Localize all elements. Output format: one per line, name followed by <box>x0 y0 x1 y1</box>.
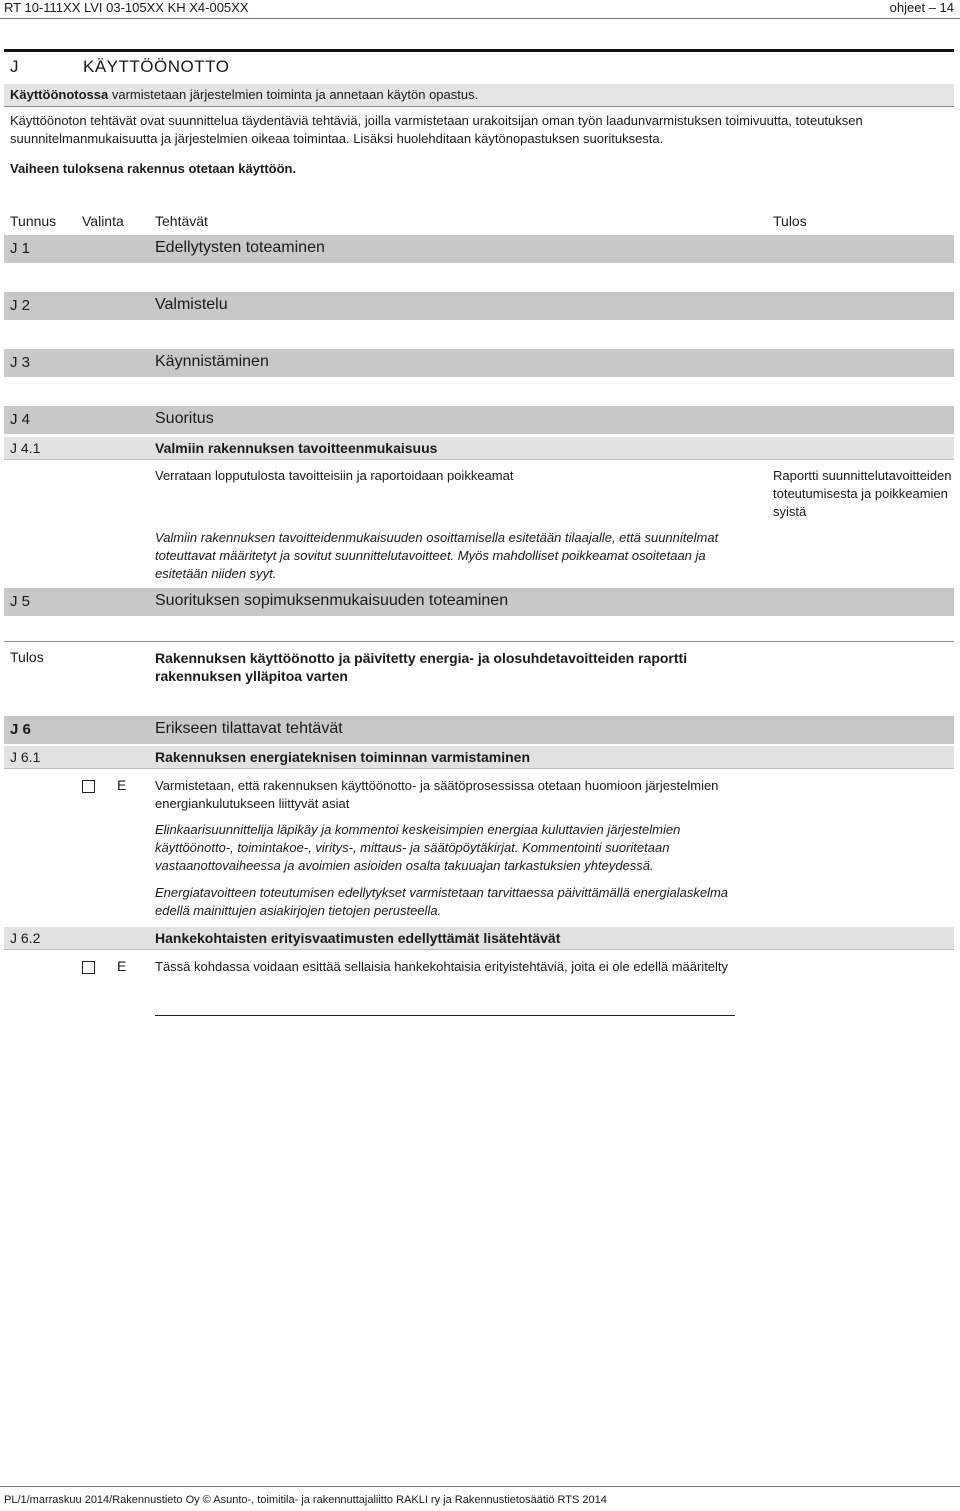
tulos-text: Rakennuksen käyttöönotto ja päivitetty energia- ja olosuhdetavoitteiden raportti rakennuksen ylläpitoa varten <box>155 650 688 684</box>
section-code: J <box>10 57 19 76</box>
note1-j61: Elinkaarisuunnittelija läpikäy ja kommentoi keskeisimpien energiaa kuluttavien järjestelmien käyttöönotto-, toimintakoe-, viritys-, mittaus- ja säätöpöytäkirjat. Kommentointi suoritetaan vastaanottovaiheessa ja avoimien asioiden osalta takuuajan tarkastuksien yhteydessä. <box>155 822 681 873</box>
row-title-j4: Suoritus <box>155 410 214 427</box>
task-text-j41: Verrataan lopputulosta tavoitteisiin ja raportoidaan poikkeamat <box>155 468 514 483</box>
result-text-j41: Raportti suunnittelutavoitteiden toteutumisesta ja poikkeamien syistä <box>773 468 952 519</box>
row-title-j1: Edellytysten toteaminen <box>155 239 325 256</box>
row-code-j5: J 5 <box>10 593 31 610</box>
row-divider-j41 <box>4 459 954 460</box>
row-title-j41: Valmiin rakennuksen tavoitteenmukaisuus <box>155 440 438 456</box>
row-title-j2: Valmistelu <box>155 296 228 313</box>
row-code-j2: J 2 <box>10 297 31 314</box>
row-bar-j4 <box>4 406 954 434</box>
note-j41: Valmiin rakennuksen tavoitteidenmukaisuuden osoittamisella esitetään tilaajalle, että suunnitelmat toteuttavat määritetyt ja sovitut suunnittelutavoitteet. Myös mahdolliset poikkeamat osoitetaan ja esitetään niiden syyt. <box>155 530 719 581</box>
row-bar-j1 <box>4 235 954 263</box>
row-code-j6: J 6 <box>10 721 31 738</box>
column-tasks: Tehtävät <box>155 213 208 229</box>
row-title-j62: Hankekohtaisten erityisvaatimusten edellyttämät lisätehtävät <box>155 930 561 946</box>
column-selection: Valinta <box>82 213 124 229</box>
checkbox-j62[interactable] <box>82 961 95 974</box>
row-bar-j6 <box>4 716 954 744</box>
intro-divider <box>4 106 954 107</box>
row-title-j3: Käynnistäminen <box>155 353 269 370</box>
page-footer: PL/1/marraskuu 2014/Rakennustieto Oy © Asunto-, toimitila- ja rakennuttajaliitto RAKLI ry ja Rakennustietosäätiö RTS 2014 <box>4 1494 607 1506</box>
row-bar-j2 <box>4 292 954 320</box>
row-code-j62: J 6.2 <box>10 930 41 946</box>
row-title-j6: Erikseen tilattavat tehtävät <box>155 720 343 737</box>
page-number: ohjeet – 14 <box>889 0 954 15</box>
row-bar-j3 <box>4 349 954 377</box>
section-result-sentence: Vaiheen tuloksena rakennus otetaan käyttöön. <box>10 161 297 176</box>
row-code-j41: J 4.1 <box>10 440 41 456</box>
row-code-j61: J 6.1 <box>10 749 41 765</box>
row-code-j4: J 4 <box>10 411 31 428</box>
document-codes: RT 10-111XX LVI 03-105XX KH X4-005XX <box>4 0 249 15</box>
note2-j61: Energiatavoitteen toteutumisen edellytykset varmistetaan tarvittaessa päivittämällä energialaskelma edellä mainittujen asiakirjojen tietojen perusteella. <box>155 885 729 918</box>
fill-in-line[interactable] <box>155 1015 735 1016</box>
row-bar-j41 <box>4 437 954 459</box>
row-code-j3: J 3 <box>10 354 31 371</box>
intro-bold: Käyttöönotossa <box>10 87 109 102</box>
section-paragraph: Käyttöönoton tehtävät ovat suunnittelua täydentäviä tehtäviä, joilla varmistetaan urakoitsijan oman työn laadunvarmistuksen toimivuutta, toteutuksen suunnitelmanmukaisuutta ja järjestelmien oikeaa toimintaa. Lisäksi huolehditaan käytönopastuksen suorituksesta. <box>10 113 863 146</box>
selection-j61: E <box>117 777 127 793</box>
row-title-j5: Suorituksen sopimuksenmukaisuuden toteaminen <box>155 592 509 609</box>
section-rule <box>4 49 954 52</box>
column-result: Tulos <box>773 213 807 229</box>
intro-text <box>10 87 478 102</box>
task-text-j61: Varmistetaan, että rakennuksen käyttöönotto- ja säätöprosessissa otetaan huomioon järjestelmien energiankulutukseen liittyvät asiat <box>155 778 719 811</box>
row-divider-j61 <box>4 768 954 769</box>
column-code: Tunnus <box>10 213 57 229</box>
footer-divider <box>0 1486 960 1487</box>
row-title-j61: Rakennuksen energiateknisen toiminnan varmistaminen <box>155 749 531 765</box>
header-divider <box>0 18 960 19</box>
checkbox-j61[interactable] <box>82 780 95 793</box>
intro-rest: varmistetaan järjestelmien toiminta ja annetaan käytön opastus. <box>108 87 479 102</box>
row-code-j1: J 1 <box>10 240 31 257</box>
task-text-j62: Tässä kohdassa voidaan esittää sellaisia hankekohtaisia erityistehtäviä, joita ei ole edellä määritelty <box>155 959 729 974</box>
tulos-top-rule <box>4 641 954 642</box>
selection-j62: E <box>117 958 127 974</box>
page-header <box>4 0 954 18</box>
tulos-label: Tulos <box>10 649 44 665</box>
section-title: KÄYTTÖÖNOTTO <box>83 57 230 76</box>
row-divider-j62 <box>4 949 954 950</box>
